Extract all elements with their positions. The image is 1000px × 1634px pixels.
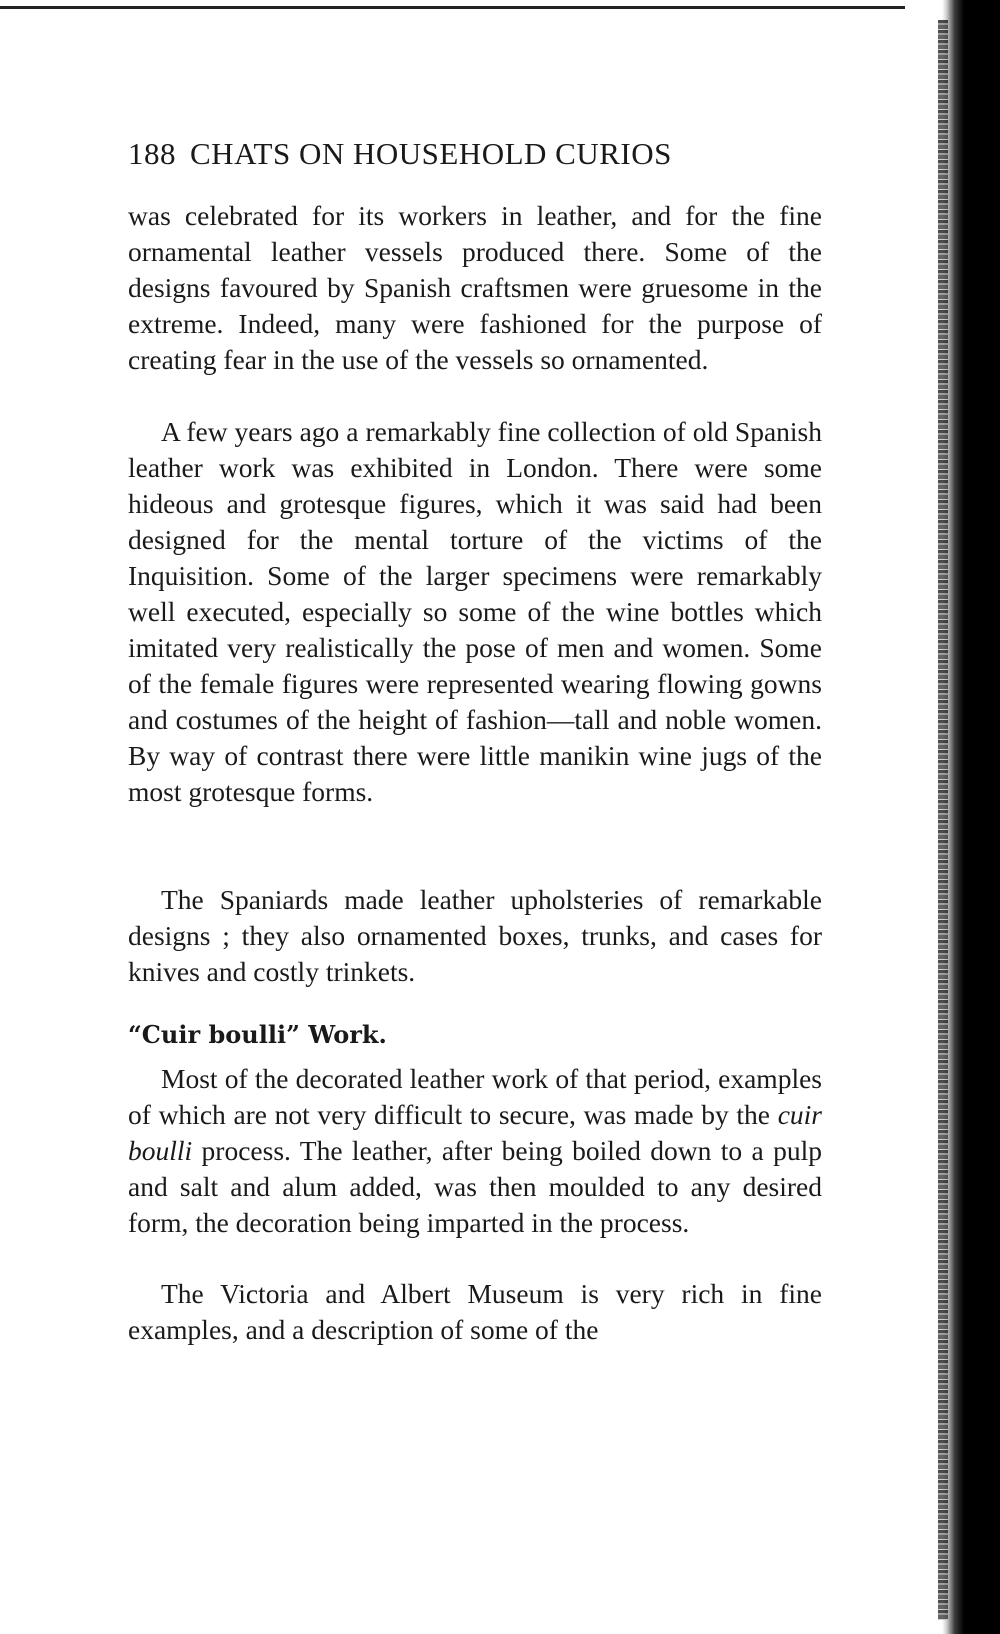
book-binding-shadow [942, 0, 1000, 1634]
section-subheading: “Cuir boulli” Work. [128, 1020, 387, 1049]
paragraph-text: The Spaniards made leather upholsteries of remarkable designs ; they also ornamented boxes, trunks, and cases for knives and costly trinkets. [128, 884, 822, 987]
top-rule [0, 6, 905, 9]
running-title: CHATS ON HOUSEHOLD CURIOS [190, 136, 672, 171]
paragraph-text: The Victoria and Albert Museum is very rich in fine examples, and a description of some of the [128, 1278, 822, 1345]
italic-term: cuir boulli [128, 1099, 822, 1166]
paragraph-5 [128, 1276, 822, 1348]
binding-edge [938, 20, 948, 1620]
paragraph-4 [128, 1061, 822, 1241]
paragraph-text-before: Most of the decorated leather work of that period, examples of which are not very difficult to secure, was made by the [128, 1063, 822, 1130]
paragraph-text: A few years ago a remarkably fine collection of old Spanish leather work was exhibited in London. There were some hideous and grotesque figures, which it was said had been designed for the mental torture of the victims of the Inquisition. Some of the larger specimens were remarkably well executed, especially so some of the wine bottles which imitated very realistically the pose of men and women. Some of the female figures were represented wearing flowing gowns and costumes of the height of fashion—tall and noble women. By way of contrast there were little manikin wine jugs of the most grotesque forms. [128, 416, 822, 807]
paragraph-text-after: process. The leather, after being boiled down to a pulp and salt and alum added, was then moulded to any desired form, the decoration being imparted in the process. [128, 1135, 822, 1238]
paragraph-2 [128, 414, 822, 810]
page-number: 188 [128, 136, 176, 171]
running-header [128, 136, 828, 172]
paragraph-3 [128, 882, 822, 990]
paragraph-1 [128, 198, 822, 378]
paragraph-text: was celebrated for its workers in leather, and for the fine ornamental leather vessels produced there. Some of the designs favoured by Spanish craftsmen were gruesome in the extreme. Indeed, many were fashioned for the purpose of creating fear in the use of the vessels so ornamented. [128, 200, 822, 375]
